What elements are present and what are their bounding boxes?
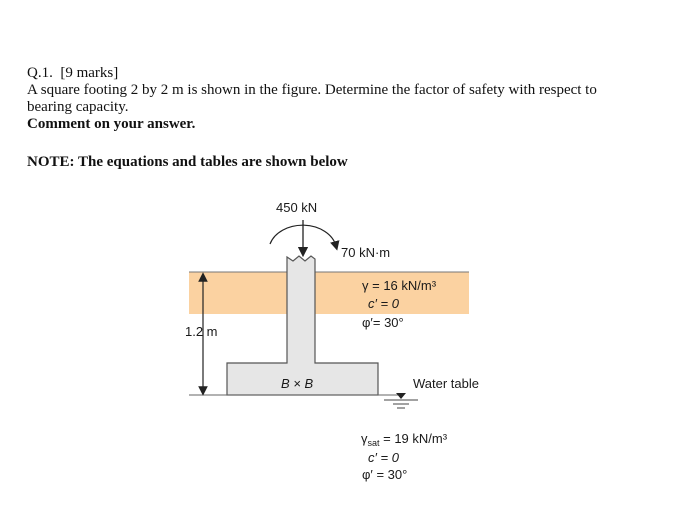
note-text: NOTE: The equations and tables are shown below [27, 154, 348, 170]
question-number: Q.1. [27, 65, 53, 81]
lower-soil-phi: φ′ = 30° [362, 467, 408, 482]
lower-soil-gamma-symbol: γ [361, 431, 368, 446]
lower-soil-gamma-value: = 19 kN/m³ [379, 431, 448, 446]
load-label: 450 kN [276, 200, 318, 215]
footing-label: B × B [281, 376, 314, 391]
water-table-label: Water table [413, 376, 479, 391]
question-comment: Comment on your answer. [27, 116, 196, 132]
question-text-line2: bearing capacity. [27, 99, 129, 115]
upper-soil-gamma: γ = 16 kN/m³ [362, 278, 437, 293]
lower-soil-c: c′ = 0 [368, 450, 399, 465]
question-text-line1: A square footing 2 by 2 m is shown in the figure. Determine the factor of safety with respect to [27, 82, 597, 98]
upper-soil-c: c′ = 0 [368, 296, 399, 311]
water-table-symbol [396, 393, 406, 399]
question-marks: [9 marks] [60, 65, 119, 81]
lower-soil-gamma-sub: sat [367, 438, 380, 448]
moment-label: 70 kN·m [341, 245, 391, 260]
upper-soil-phi: φ′= 30° [362, 315, 404, 330]
lower-soil-gamma [361, 431, 448, 448]
depth-label: 1.2 m [185, 324, 218, 339]
